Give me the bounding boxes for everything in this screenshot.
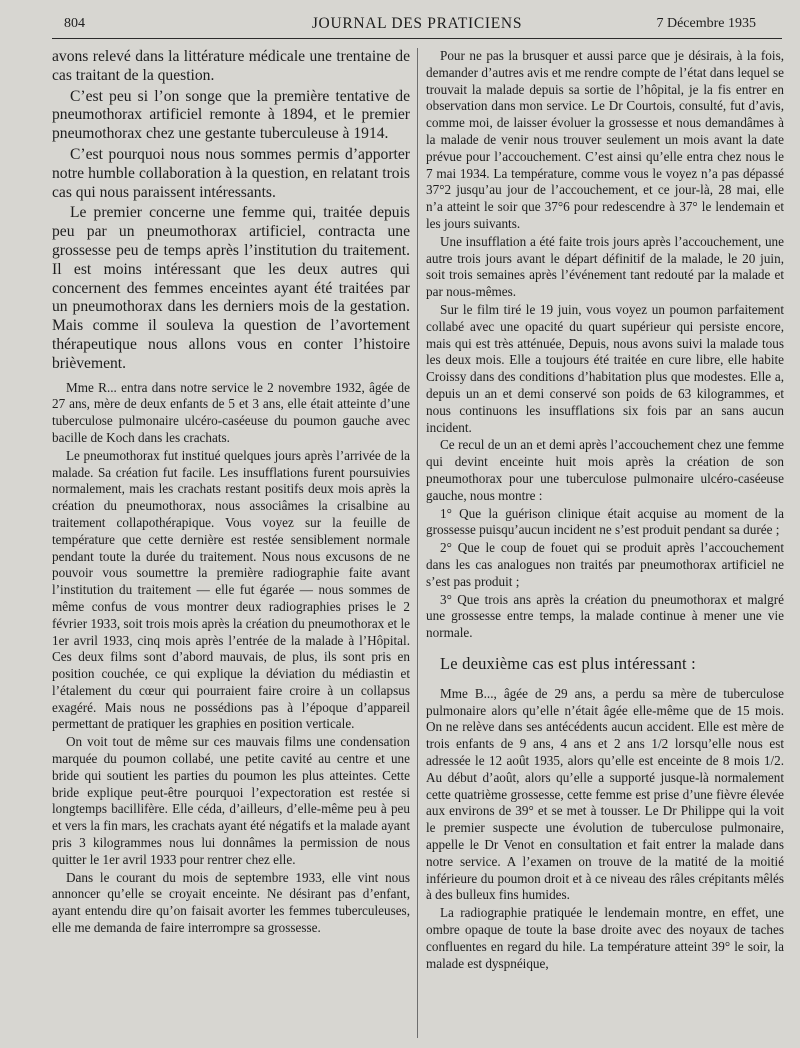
case-paragraph: Dans le courant du mois de septembre 1933, elle vint nous annoncer qu’elle se croyait enceinte. Ne désirant pas d’enfant, ayant entendu dire qu’on faisait avorter les femmes tuberculeuses, elle me demanda de faire interrompre sa grossesse. <box>52 869 410 936</box>
body-paragraph: La radiographie pratiquée le lendemain montre, en effet, une ombre opaque de toute la base droite avec des noyaux de taches confluentes en regard du hile. La température atteint 39° le soir, la malade est dyspnéique, <box>426 905 784 971</box>
conclusion-item: 3° Que trois ans après la création du pneumothorax et malgré une grossesse entre temps, la malade continue à mener une vie normale. <box>426 591 784 641</box>
body-paragraph: Une insufflation a été faite trois jours après l’accouchement, une autre trois jours avant le départ définitif de la malade, le 20 juin, soit trois semaines après l’événement tant redouté par la malade et par nous-mêmes. <box>426 233 784 300</box>
issue-date: 7 Décembre 1935 <box>656 16 756 31</box>
body-paragraph: Pour ne pas la brusquer et aussi parce que je désirais, à la fois, demander d’autres avis et me rendre compte de l’état dans lequel se trouvait la malade depuis sa sortie de l’hôpital, je la fis entrer en observation dans mon service. Le Dr Courtois, consulté, fut d’avis, comme moi, de laisser évoluer la grossesse et nous demandâmes à la malade de venir nous trouver seulement un mois avant la date prévue pour l’accouchement. C’est ainsi qu’elle entra chez nous le 7 mai 1934. La température, comme vous le voyez n’a pas dépassé 37°2 jusqu’au jour de l’accouchement, et ce jour-là, 28 mai, elle n’a atteint le soir que 37°6 pour redescendre à 37° le lendemain et les jours suivants. <box>426 48 784 231</box>
conclusion-item: 1° Que la guérison clinique était acquise au moment de la grossesse puisqu’aucun incident ne s’est produit pendant sa durée ; <box>426 505 784 538</box>
body-paragraph: Mme B..., âgée de 29 ans, a perdu sa mère de tuberculose pulmonaire alors qu’elle n’était âgée elle-même que de 15 mois. On ne relève dans ses antécédents aucun accident. Elle est mère de trois enfants de 9 ans, 4 ans et 2 ans 1/2 lorsqu’elle nous est adressée le 12 août 1935, alors qu’elle est enceinte de 8 mois 1/2. Au début d’août, alors qu’elle a supporté jusque-là normalement cette quatrième grossesse, cette femme est prise d’une fièvre élevée aux environs de 39° et se met à tousser. Le Dr Philippe qui la voit le premier suspecte une évolution de tuberculose pulmonaire, appelle le Dr Venot en consultation et fait entrer la malade dans notre service. A l’examen on trouve de la matité de la moitié inférieure du poumon droit et à ce niveau des râles crépitants mêlés à des bulleux fins humides. <box>426 685 784 903</box>
intro-paragraph: C’est pourquoi nous nous sommes permis d’apporter notre humble collaboration à la question, en relatant trois cas qui nous paraissent intéressants. <box>52 145 410 201</box>
right-column <box>426 48 784 973</box>
journal-title: JOURNAL DES PRATICIENS <box>311 15 523 32</box>
left-column <box>52 48 410 938</box>
intro-section <box>52 48 410 374</box>
column-rule <box>417 48 418 1038</box>
case-paragraph: Mme R... entra dans notre service le 2 novembre 1932, âgée de 27 ans, mère de deux enfants de 5 et 3 ans, elle était atteinte d’une tuberculose pulmonaire ulcéro-caséeuse du poumon gauche avec bacille de Koch dans les crachats. <box>52 379 410 445</box>
case-paragraph: On voit tout de même sur ces mauvais films une condensation marquée du poumon collabé, une petite cavité au centre et une bride qui soutient les parties du poumon les plus atteintes. Cette bride explique peut-être pourquoi l’expectoration est restée si longtemps bacillifère. Elle céda, d’ailleurs, d’elle-même peu à peu et vers la fin mars, les crachats ayant été négatifs et la malade ayant pris 3 kilogrammes nous lui donnâmes la permission de nous quitter le 1er avril 1933 pour rentrer chez elle. <box>52 734 410 867</box>
case-paragraph: Le pneumothorax fut institué quelques jours après l’arrivée de la malade. Sa création fut facile. Les insufflations furent poursuivies normalement, mais les crachats restant positifs deux mois après la création du pneumothorax, nous associâmes la crisalbine au traitement collapothérapique. Vous voyez sur la feuille de température que cette dernière est restée sensiblement normale pendant toute la durée du traitement. Nous nous excusons de ne pouvoir vous soumettre la première radiographie faite avant l’institution du traitement — elle fut égarée — nous sommes de même confus de vous montrer deux radiographies prises le 2 février 1933, soit trois mois après la création du pneumothorax et le 1er avril 1933, cinq mois après l’entrée de la malade à l’Hôpital. Ces deux films sont d’abord mauvais, de plus, ils sont pris en position couchée, ce qui explique la déviation du médiastin et l’étalement du cœur qui pourraient faire croire à un collapsus exagéré. Mais nous ne possédions pas à l’époque d’appareil permettant de pratiquer les graphies en position verticale. <box>52 447 410 732</box>
page-number: 804 <box>64 16 85 31</box>
intro-paragraph: Le premier concerne une femme qui, traitée depuis peu par un pneumothorax artificiel, contracta une grossesse peu de temps après l’institution du traitement. Il est moins intéressant que les deux autres qui concernent des femmes enceintes ayant été traitées par un pneumothorax dans les derniers mois de la gestation. Mais comme il souleva la question de l’avortement thérapeutique nous allons vous en conter l’histoire brièvement. <box>52 204 410 372</box>
conclusion-item: 2° Que le coup de fouet qui se produit après l’accouchement dans les cas analogues non traités par pneumothorax artificiel ne s’est pas produit ; <box>426 540 784 589</box>
case-one-section <box>52 380 410 937</box>
intro-paragraph: C’est peu si l’on songe que la première tentative de pneumothorax artificiel remonte à 1894, et le premier pneumothorax chez une gestante tuberculeuse à 1914. <box>52 87 410 143</box>
body-paragraph: Sur le film tiré le 19 juin, vous voyez un poumon parfaitement collabé avec une opacité du quart supérieur qui persiste encore, mais qui est très atténuée, Depuis, nous avons suivi la malade tous les deux mois. Elle a toujours été traitée en cure libre, elle habite Croissy dans des conditions d’habitation plus que modestes. Elle a, depuis un an et demi conservé son poids de 63 kilogrammes, et nous continuons les insufflations six fois par an sans aucun incident. <box>426 301 784 435</box>
intro-paragraph: avons relevé dans la littérature médicale une trentaine de cas traitant de la question. <box>52 48 410 84</box>
running-header <box>52 14 782 39</box>
body-paragraph: Ce recul de un an et demi après l’accouchement chez une femme qui devint enceinte huit mois après la création de son pneumothorax pour une tuberculose pulmonaire ulcéro-caséeuse gauche, nous montre : <box>426 437 784 503</box>
section-subheading: Le deuxième cas est plus intéressant : <box>440 653 696 673</box>
